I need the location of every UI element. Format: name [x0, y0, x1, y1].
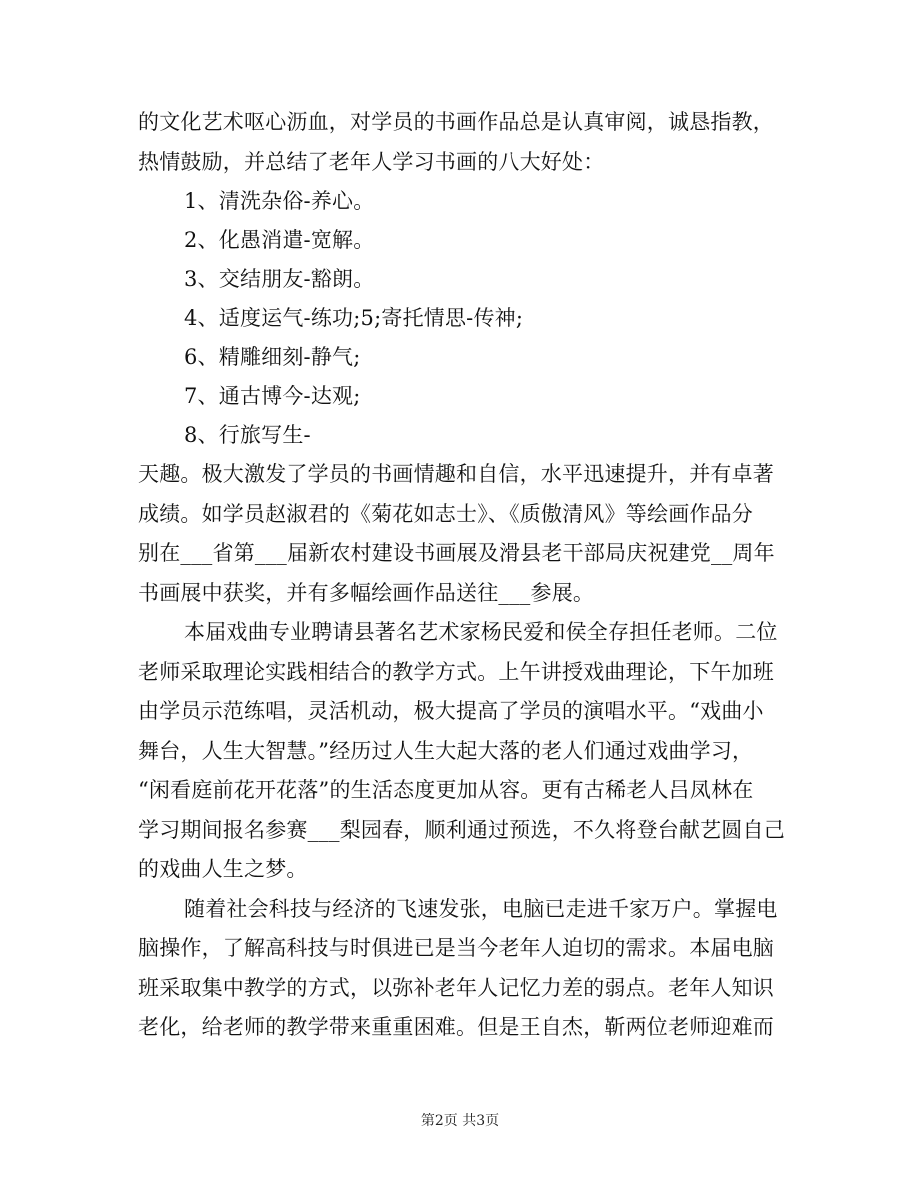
text-line: 由学员示范练唱，灵活机动，极大提高了学员的演唱水平。“戏曲小: [138, 699, 764, 723]
text-line: 的戏曲人生之梦。: [138, 857, 308, 881]
text-line: 舞台，人生大智慧。”经历过人生大起大落的老人们通过戏曲学习，: [138, 738, 754, 763]
list-item: 8、行旅写生-: [184, 423, 311, 447]
text-line: “闲看庭前花开花落”的生活态度更加从容。更有古稀老人吕凤林在: [138, 778, 754, 802]
list-item: 7、通古博今-达观;: [184, 384, 361, 408]
text-line: 学习期间报名参赛___梨园春，顺利通过预选，不久将登台献艺圆自己: [138, 817, 785, 842]
text-line: 脑操作，了解高科技与时俱进已是当今老年人迫切的需求。本届电脑: [138, 936, 774, 960]
list-item: 2、化愚消遣-宽解。: [184, 228, 375, 252]
document-body: [138, 103, 788, 1048]
text-line: 书画展中获奖，并有多幅绘画作品送往___参展。: [138, 580, 595, 605]
page-number: 第2页 共3页: [420, 1113, 500, 1129]
text-line: 老化，给老师的教学带来重重困难。但是王自杰，靳两位老师迎难而: [138, 1015, 774, 1039]
list-item: 4、适度运气-练功;5;寄托情思-传神;: [184, 306, 524, 330]
text-line: 班采取集中教学的方式，以弥补老年人记忆力差的弱点。老年人知识: [138, 975, 774, 1000]
list-item: 1、清洗杂俗-养心。: [184, 189, 375, 213]
text-line: 成绩。如学员赵淑君的《菊花如志士》、《质傲清风》等绘画作品分: [138, 501, 753, 526]
list-item: 3、交结朋友-豁朗。: [184, 267, 375, 291]
list-item: 6、精雕细刻-静气;: [184, 345, 361, 369]
text-line: 别在___省第___届新农村建设书画展及滑县老干部局庆祝建党__周年: [138, 541, 775, 565]
text-line: 的文化艺术呕心沥血，对学员的书画作品总是认真审阅，诚恳指教，: [138, 110, 774, 134]
text-line: 天趣。极大激发了学员的书画情趣和自信，水平迅速提升，并有卓著: [138, 462, 774, 486]
text-line: 热情鼓励，并总结了老年人学习书画的八大好处：: [138, 149, 605, 174]
paragraph-first-line: 本届戏曲专业聘请县著名艺术家杨民爱和侯全存担任老师。二位: [184, 620, 778, 644]
paragraph-first-line: 随着社会科技与经济的飞速发张，电脑已走进千家万户。掌握电: [184, 896, 778, 921]
text-line: 老师采取理论实践相结合的教学方式。上午讲授戏曲理论，下午加班: [138, 659, 774, 684]
